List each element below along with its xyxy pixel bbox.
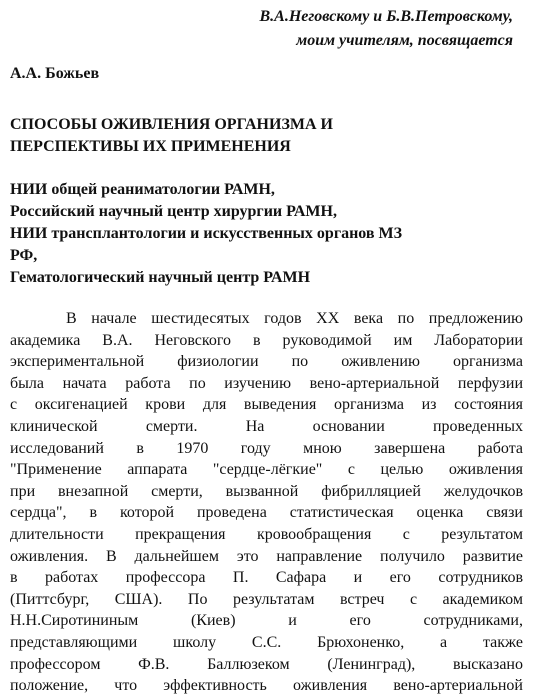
body-line: представляющими школу С.С. Брюхоненко, а также <box>10 633 523 651</box>
body-line: Н.Н.Сиротининым (Киев) и его сотрудниками, <box>10 612 523 630</box>
body-line: оживления. В дальнейшем это направление получило развитие <box>10 547 523 565</box>
article-title <box>10 114 520 158</box>
institution-line: Российский научный центр хирургии РАМН, <box>10 203 337 220</box>
body-line: академика В.А. Неговского в руководимой им Лаборатории <box>10 331 523 349</box>
body-line: с оксигенацией крови для выведения организма из состояния <box>10 396 523 414</box>
body-line: "Применение аппарата "сердце-лёгкие" с целью оживления <box>10 461 523 479</box>
body-paragraph <box>10 308 523 697</box>
body-line: (Питтсбург, США). По результатам встреч с академиком <box>10 590 523 608</box>
author-name: А.А. Божьев <box>10 65 100 82</box>
institution-line: НИИ трансплантологии и искусственных органов МЗ <box>10 225 403 242</box>
body-line: профессором Ф.В. Баллюзеком (Ленинград), высказано <box>10 655 523 673</box>
dedication <box>260 5 514 53</box>
body-line: при внезапной смерти, вызванной фибрилляцией желудочков <box>10 482 523 500</box>
body-line: клинической смерти. На основании проведенных <box>10 417 523 435</box>
title-line-2: ПЕРСПЕКТИВЫ ИХ ПРИМЕНЕНИЯ <box>10 138 291 155</box>
dedication-line-2: моим учителям, посвящается <box>296 32 513 49</box>
title-line-1: СПОСОБЫ ОЖИВЛЕНИЯ ОРГАНИЗМА И <box>10 116 333 133</box>
body-line: положение, что эффективность оживления вено-артериальной <box>10 677 523 695</box>
body-line: В начале шестидесятых годов XX века по предложению <box>66 310 523 327</box>
institution-line: РФ, <box>10 247 38 264</box>
body-line: исследований в 1970 году мною завершена работа <box>10 439 523 457</box>
institution-line: Гематологический научный центр РАМН <box>10 269 311 286</box>
dedication-line-1: В.А.Неговскому и Б.В.Петровскому, <box>259 8 513 25</box>
institutions-list <box>10 179 525 289</box>
body-line: экспериментальной физиологии по оживлению организма <box>10 353 523 371</box>
body-line: была начата работа по изучению вено-артериальной перфузии <box>10 374 523 392</box>
body-line: в работах профессора П. Сафара и его сотрудников <box>10 569 523 587</box>
body-line: сердца", в которой проведена статистическая оценка связи <box>10 504 523 522</box>
institution-line: НИИ общей реаниматологии РАМН, <box>10 181 275 198</box>
body-line: длительности прекращения кровообращения с результатом <box>10 525 523 543</box>
